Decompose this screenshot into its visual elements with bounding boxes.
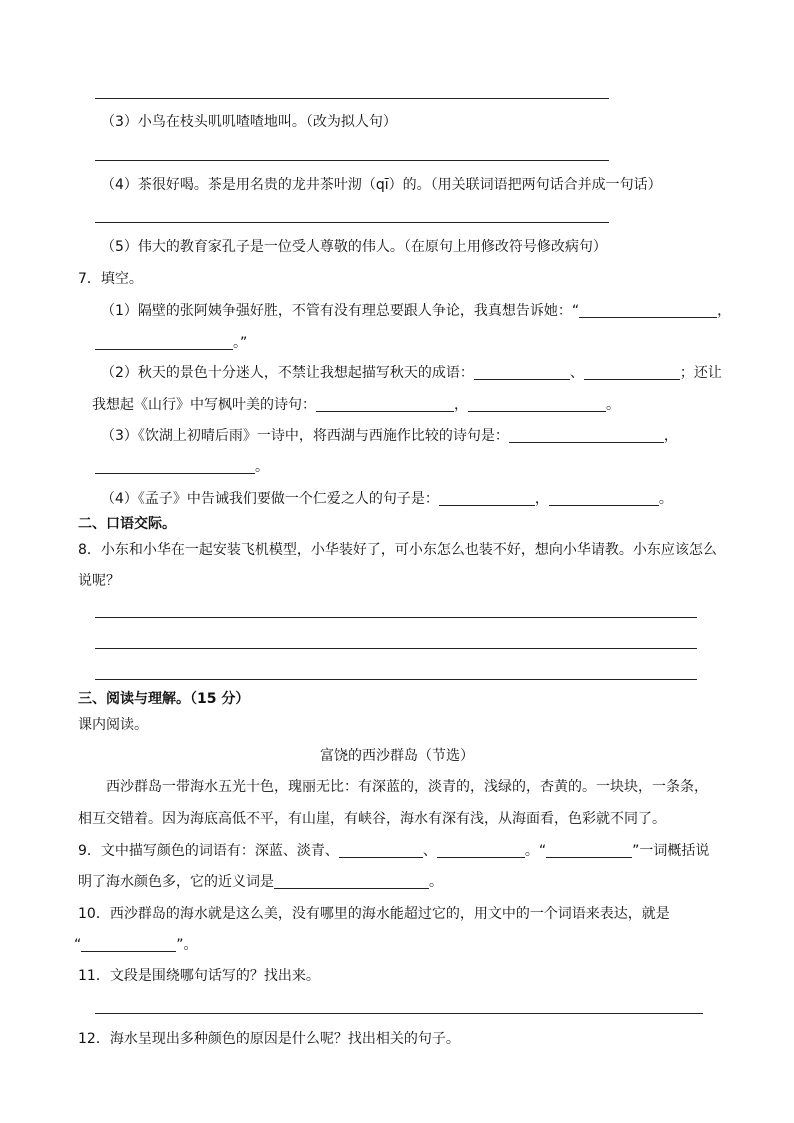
- q6-item3: （3）小鸟在枝头叽叽喳喳地叫。（改为拟人句）: [101, 114, 397, 130]
- punct: ”。: [176, 937, 198, 953]
- passage-title: 富饶的西沙群岛（节选）: [320, 748, 474, 764]
- punct: 。”: [233, 335, 248, 351]
- fill-blank[interactable]: [474, 365, 570, 380]
- q6-item5: （5）伟大的教育家孔子是一位受人尊敬的伟人。（在原句上用修改符号修改病句）: [101, 239, 607, 255]
- passage-line2: 相互交错着。因为海底高低不平，有山崖，有峡谷，海水有深有浅，从海面看，色彩就不同了。: [78, 811, 666, 827]
- q7-item1-line1: [101, 302, 731, 320]
- punct: 。: [255, 459, 269, 475]
- fill-blank[interactable]: [81, 937, 176, 952]
- q7-item1-line2: [95, 334, 247, 352]
- fill-blank[interactable]: [584, 365, 680, 380]
- answer-line[interactable]: [95, 222, 609, 223]
- fill-blank[interactable]: [437, 843, 525, 858]
- q7-item2-text: （2）秋天的景色十分迷人，不禁让我想起描写秋天的成语：: [101, 365, 474, 381]
- fill-blank[interactable]: [95, 459, 255, 474]
- fill-blank[interactable]: [549, 491, 659, 506]
- q7-item3-line2: [95, 458, 269, 476]
- q7-item2-text-cont: ；还让: [679, 365, 722, 381]
- q12: 12．海水呈现出多种颜色的原因是什么呢？找出相关的句子。: [78, 1031, 460, 1047]
- fill-blank[interactable]: [274, 874, 429, 889]
- q7-item2-line2: [92, 396, 620, 414]
- punct: 。“: [524, 843, 547, 859]
- q10-line1: 10．西沙群岛的海水就是这么美，没有哪里的海水能超过它的，用文中的一个词语来表达，就是: [78, 906, 670, 922]
- q8-line1: 8．小东和小华在一起安装飞机模型，小华装好了，可小东怎么也装不好，想向小华请教。小东应该怎么: [78, 542, 717, 558]
- q9-line2: [78, 873, 443, 891]
- q9-text2: 明了海水颜色多，它的近义词是: [78, 874, 274, 890]
- q7-item3-line1: [101, 427, 678, 445]
- section3-heading: 三、阅读与理解。（15 分）: [78, 691, 250, 707]
- punct: 、: [422, 843, 437, 859]
- q7-item4: [101, 490, 673, 508]
- q7-item4-text: （4）《孟子》中告诫我们要做一个仁爱之人的句子是：: [101, 491, 439, 507]
- answer-line[interactable]: [95, 648, 697, 649]
- fill-blank[interactable]: [439, 491, 535, 506]
- punct: 。: [606, 397, 620, 413]
- fill-blank[interactable]: [509, 428, 664, 443]
- fill-blank[interactable]: [579, 303, 717, 318]
- fill-blank[interactable]: [95, 335, 233, 350]
- q9-text-cont: ”一词概括说: [632, 843, 710, 859]
- answer-line[interactable]: [95, 1013, 703, 1014]
- answer-line[interactable]: [95, 679, 697, 680]
- punct: ，: [454, 397, 468, 413]
- punct: 。: [429, 874, 443, 890]
- answer-line[interactable]: [95, 617, 697, 618]
- fill-blank[interactable]: [546, 843, 632, 858]
- q7-item1-text: （1）隔壁的张阿姨争强好胜，不管有没有理总要跟人争论，我真想告诉她：“: [101, 303, 580, 319]
- section3-sub: 课内阅读。: [78, 717, 148, 733]
- q8-line2: 说呢？: [78, 573, 120, 589]
- punct: “: [74, 937, 82, 953]
- q9-line1: [78, 842, 709, 860]
- q7-item2-text2: 我想起《山行》中写枫叶美的诗句：: [92, 397, 316, 413]
- punct: ，: [534, 491, 549, 507]
- answer-line[interactable]: [95, 98, 609, 99]
- fill-blank[interactable]: [468, 397, 606, 412]
- section2-heading: 二、口语交际。: [78, 516, 176, 532]
- answer-line[interactable]: [95, 160, 609, 161]
- q10-line2: [74, 936, 198, 954]
- punct: ，: [717, 303, 732, 319]
- punct: 、: [569, 365, 584, 381]
- q11: 11．文段是围绕哪句话写的？找出来。: [78, 968, 320, 984]
- q7-item3-text: （3）《饮湖上初晴后雨》一诗中，将西湖与西施作比较的诗句是：: [101, 428, 509, 444]
- q7-title: 7．填空。: [78, 271, 143, 287]
- punct: ，: [663, 428, 678, 444]
- passage-line1: 西沙群岛一带海水五光十色，瑰丽无比：有深蓝的，淡青的，浅绿的，杏黄的。一块块，一条条，: [106, 779, 708, 795]
- q6-item4: （4）茶很好喝。茶是用名贵的龙井茶叶沏（qī）的。（用关联词语把两句话合并成一句话）: [101, 177, 662, 193]
- q7-item2-line1: [101, 364, 722, 382]
- fill-blank[interactable]: [316, 397, 454, 412]
- punct: 。: [658, 491, 673, 507]
- q9-text: 9．文中描写颜色的词语有：深蓝、淡青、: [78, 843, 339, 859]
- fill-blank[interactable]: [339, 843, 423, 858]
